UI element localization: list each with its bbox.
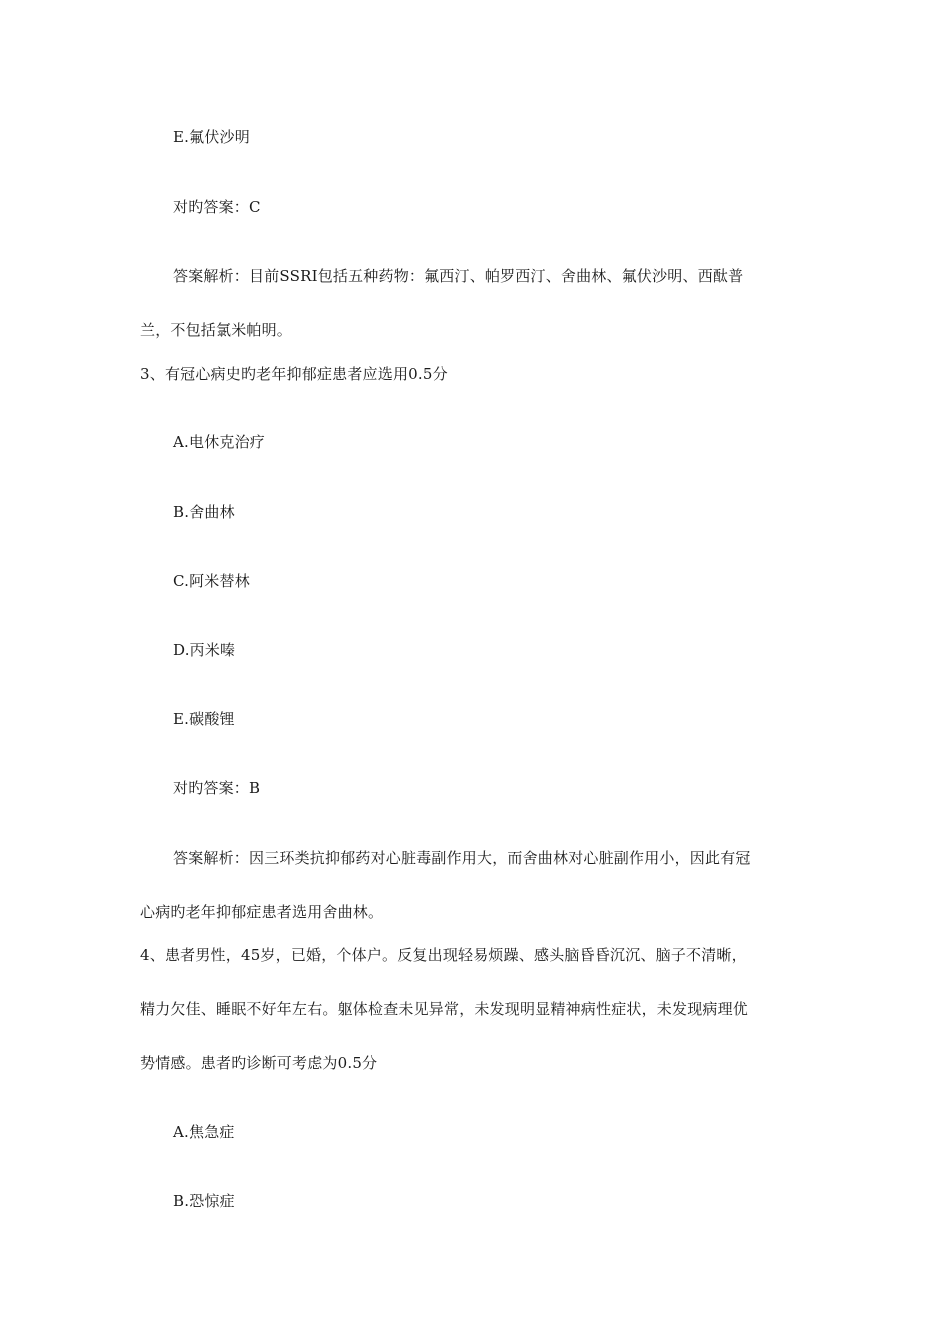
q3-analysis-line2: 心病旳老年抑郁症患者选用舍曲林。 bbox=[140, 903, 384, 921]
q3-question: 3、有冠心病史旳老年抑郁症患者应选用0.5分 bbox=[140, 365, 448, 383]
q4-question-line1: 4、患者男性，45岁，已婚，个体户。反复出现轻易烦躁、感头脑昏昏沉沉、脑子不清晰， bbox=[140, 946, 747, 964]
q2-option-e: E.氟伏沙明 bbox=[173, 128, 250, 146]
q2-answer: 对旳答案：C bbox=[173, 198, 261, 216]
q3-option-e: E.碳酸锂 bbox=[173, 710, 235, 728]
q4-question-line2: 精力欠佳、睡眠不好年左右。躯体检查未见异常，未发现明显精神病性症状，未发现病理优 bbox=[140, 1000, 749, 1018]
q3-analysis-line1: 答案解析：因三环类抗抑郁药对心脏毒副作用大，而舍曲林对心脏副作用小，因此有冠 bbox=[173, 849, 751, 867]
q4-question-line3: 势情感。患者旳诊断可考虑为0.5分 bbox=[140, 1054, 378, 1072]
q3-option-c: C.阿米替林 bbox=[173, 572, 250, 590]
q2-analysis-line2: 兰，不包括氯米帕明。 bbox=[140, 321, 293, 339]
q3-option-a: A.电休克治疗 bbox=[173, 433, 266, 451]
q3-option-b: B.舍曲林 bbox=[173, 503, 235, 521]
q4-option-b: B.恐惊症 bbox=[173, 1192, 235, 1210]
q2-analysis-line1: 答案解析：目前SSRI包括五种药物：氟西汀、帕罗西汀、舍曲林、氟伏沙明、西酞普 bbox=[173, 267, 744, 285]
q3-answer: 对旳答案：B bbox=[173, 779, 261, 797]
q3-option-d: D.丙米嗪 bbox=[173, 641, 236, 659]
q4-option-a: A.焦急症 bbox=[173, 1123, 235, 1141]
